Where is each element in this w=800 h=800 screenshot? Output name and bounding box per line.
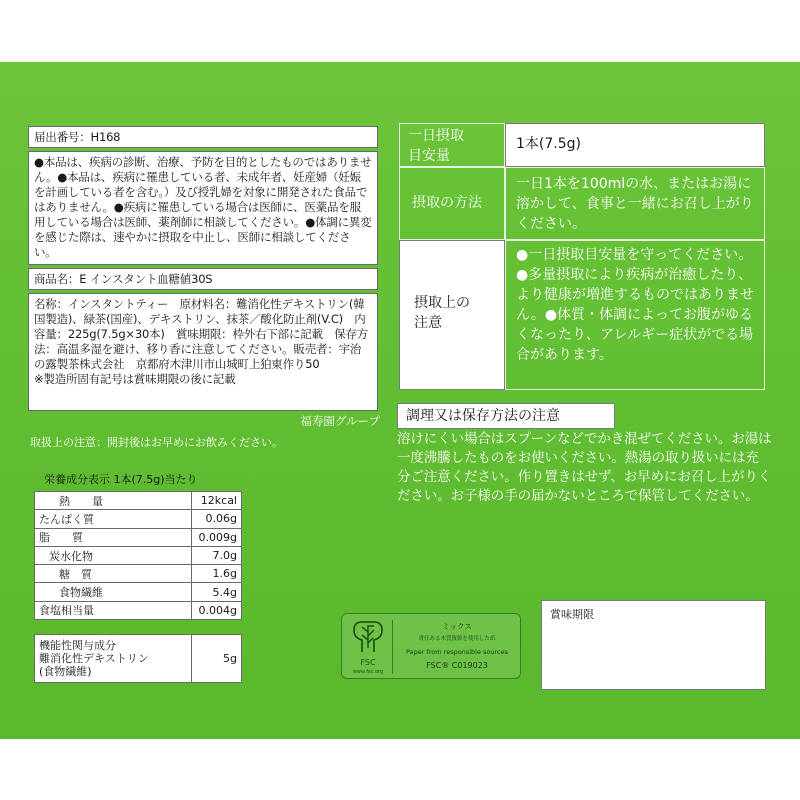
- method-label: 摂取の方法: [399, 167, 505, 240]
- spec-text: 名称：インスタントティー 原材料名：難消化性デキストリン(韓国製造)、緑茶(国産)、デキストリン、抹茶／酸化防止剤(V.C) 内容量：225g(7.5g×30本) 賞味期限：枠外右下部に記載 保存方法：高温多湿を避け、移り香に注意してください。販売者：宇治の露製茶株式会社 京都府木津川市山城町上狛東作り50: [34, 297, 369, 371]
- product-spec: [28, 293, 378, 411]
- intake-value: 1本(7.5g): [505, 123, 765, 167]
- fsc-logo-text: FSC: [360, 658, 376, 667]
- handling-note: 取扱上の注意：開封後はお早めにお飲みください。: [30, 436, 283, 449]
- nutrient-label: 炭水化物: [35, 546, 192, 564]
- fsc-tree-icon: [348, 618, 388, 676]
- nutrient-value: 12kcal: [192, 492, 242, 510]
- nutrition-table: [34, 491, 242, 620]
- group-label: 福寿園グループ: [300, 414, 380, 428]
- nutrient-value: 0.004g: [192, 601, 242, 619]
- table-row: [35, 546, 242, 564]
- table-row: [35, 510, 242, 528]
- fsc-mix-label: ミックス: [442, 622, 472, 631]
- functional-label: 機能性関与成分 難消化性デキストリン (食物繊維): [35, 635, 192, 683]
- fsc-en-text: Paper from responsible sources: [406, 648, 508, 656]
- expiry-label: 賞味期限: [550, 608, 594, 621]
- nutrient-value: 7.0g: [192, 546, 242, 564]
- nutrition-title: 栄養成分表示 1本(7.5g)当たり: [44, 473, 198, 486]
- table-row: [35, 635, 242, 683]
- table-row: [35, 565, 242, 583]
- nutrient-label: たんぱく質: [35, 510, 192, 528]
- table-row: [35, 492, 242, 510]
- nutrient-label: 脂 質: [35, 528, 192, 546]
- caution-label: 摂取上の 注意: [399, 240, 505, 390]
- fsc-jp-text: 責任ある木質資源を使用した紙: [418, 636, 496, 642]
- prep-heading: 調理又は保存方法の注意: [397, 403, 615, 429]
- nutrient-label: 食物繊維: [35, 583, 192, 601]
- nutrient-value: 1.6g: [192, 565, 242, 583]
- fsc-code: FSC® C019023: [426, 661, 488, 670]
- disclaimer-text: ●本品は、疾病の診断、治療、予防を目的としたものではありません。●本品は、疾病に罹患している者、未成年者、妊産婦（妊娠を計画している者を含む。）及び授乳婦を対象に開発された食品ではありません。●疾病に罹患している場合は医師に、医薬品を服用している場合は医師、薬剤師に相談してください。●体調に異変を感じた際は、速やかに摂取を中止し、医師に相談してください。: [28, 151, 378, 265]
- method-value: 一日1本を100mlの水、またはお湯に溶かして、食事と一緒にお召し上がりください。: [505, 167, 765, 240]
- functional-value: 5g: [192, 635, 242, 683]
- fsc-logo-url: www.fsc.org: [352, 669, 384, 675]
- nutrient-value: 5.4g: [192, 583, 242, 601]
- functional-table: [34, 634, 242, 683]
- intake-label: 一日摂取 目安量: [399, 123, 505, 167]
- nutrient-label: 糖 質: [35, 565, 192, 583]
- prep-text: 溶けにくい場合はスプーンなどでかき混ぜてください。お湯は一度沸騰したものをお使いください。熱湯の取り扱いには充分ご注意ください。作り置きはせず、お早めにお召し上がりください。お子様の手の届かないところで保管してください。: [397, 431, 772, 504]
- table-row: [35, 528, 242, 546]
- nutrient-label: 食塩相当量: [35, 601, 192, 619]
- notification-number: 届出番号：H168: [28, 126, 378, 148]
- nutrient-value: 0.009g: [192, 528, 242, 546]
- expiry-box: [541, 600, 766, 690]
- spec-note: ※製造所固有記号は賞味期限の後に記載: [34, 372, 236, 386]
- fsc-mark: [341, 613, 521, 679]
- table-row: [35, 601, 242, 619]
- product-name: 商品名：E インスタント血糖値30S: [28, 268, 378, 290]
- caution-value: ●一日摂取目安量を守ってください。●多量摂取により疾病が治癒したり、より健康が増進するものではありません。●体質・体調によってお腹がゆるくなったり、アレルギー症状がでる場合があります。: [505, 240, 765, 390]
- fsc-divider: [392, 620, 393, 674]
- nutrient-value: 0.06g: [192, 510, 242, 528]
- table-row: [35, 583, 242, 601]
- nutrient-label: 熱 量: [35, 492, 192, 510]
